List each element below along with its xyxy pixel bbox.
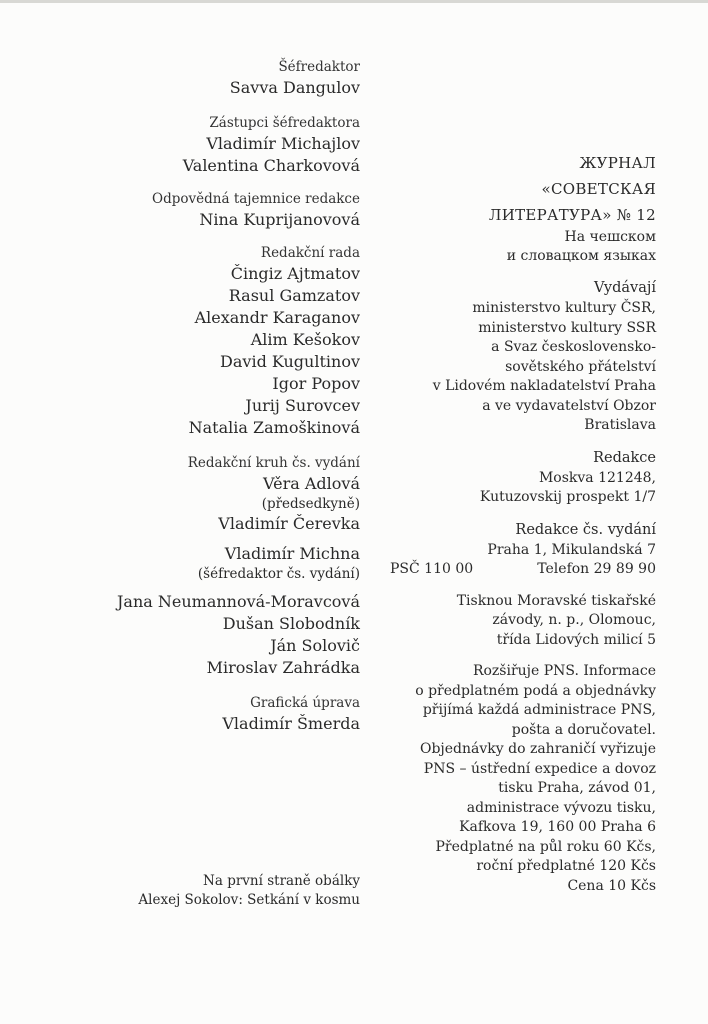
distribution-line: pošta a doručovatel. [511, 721, 656, 738]
journal-title-line: ЛИТЕРАТУРА» № 12 [488, 206, 656, 224]
language-line: и словацком языках [506, 248, 656, 264]
board-member: Natalia Zamoškinová [188, 418, 360, 437]
deputies-role: Zástupci šéfredaktora [209, 115, 360, 131]
publisher-line: a Svaz československo- [491, 339, 656, 355]
price-line: Cena 10 Kčs [567, 877, 656, 894]
czech-editorial-heading: Redakce čs. vydání [515, 521, 656, 538]
czech-circle-member: Ján Solovič [270, 636, 360, 655]
board-member: David Kugultinov [220, 352, 360, 371]
postal-code: PSČ 110 00 [390, 561, 474, 577]
masthead-column [110, 57, 360, 735]
graphics-role: Grafická úprava [250, 695, 360, 711]
page-edge [0, 0, 708, 3]
journal-title-line: ЖУРНАЛ [579, 154, 656, 172]
secretary-name: Nina Kuprijanovová [199, 210, 360, 229]
publisher-line: sovětského přátelství [505, 358, 656, 375]
editorial-heading: Redakce [593, 449, 656, 466]
publisher-line: ministerstvo kultury ČSR, [472, 300, 656, 316]
czech-circle-member: Věra Adlová [263, 474, 360, 493]
distribution-line: administrace vývozu tisku, [466, 799, 656, 816]
editor-in-chief-role: Šéfredaktor [278, 59, 360, 75]
czech-circle-member: Miroslav Zahrádka [206, 658, 360, 677]
board-member: Rasul Gamzatov [228, 286, 360, 305]
publisher-line: ministerstvo kultury SSR [478, 319, 656, 336]
editorial-line: Kutuzovskij prospekt 1/7 [479, 489, 656, 505]
board-member: Igor Popov [272, 374, 360, 393]
imprint-column [390, 150, 656, 896]
distribution-line: Objednávky do zahraničí vyřizuje [419, 741, 656, 757]
deputy-name: Vladimír Michajlov [206, 134, 360, 153]
publisher-line: Bratislava [584, 417, 656, 433]
printer-line: Tisknou Moravské tiskařské [456, 592, 656, 609]
publisher-line: a ve vydavatelství Obzor [482, 397, 656, 414]
secretary-role: Odpovědná tajemnice redakce [152, 191, 360, 207]
cover-note-line: Alexej Sokolov: Setkání v kosmu [138, 892, 360, 908]
cover-note [100, 872, 360, 910]
board-member: Čingiz Ajtmatov [230, 264, 360, 283]
publisher-heading: Vydávají [594, 280, 656, 296]
language-line: На чешском [564, 229, 656, 245]
distribution-line: tisku Praha, závod 01, [498, 780, 656, 796]
graphics-name: Vladimír Šmerda [222, 714, 360, 733]
czech-editorial-address: Praha 1, Mikulandská 7 [487, 541, 656, 558]
printer-line: závody, n. p., Olomouc, [492, 612, 656, 628]
editor-in-chief-name: Savva Dangulov [229, 78, 360, 97]
psc-phone-row [390, 560, 656, 580]
distribution-line: PNS – ústřední expedice a dovoz [423, 760, 656, 777]
board-role: Redakční rada [260, 245, 360, 261]
distribution-line: Předplatné na půl roku 60 Kčs, [435, 838, 656, 855]
deputy-name: Valentina Charkovová [182, 156, 360, 175]
board-member: Alim Kešokov [250, 330, 360, 349]
distribution-line: Kafkova 19, 160 00 Praha 6 [459, 819, 656, 835]
printer-line: třída Lidových milicí 5 [496, 631, 656, 648]
distribution-line: o předplatném podá a objednávky [415, 682, 656, 699]
journal-title-line: «СОВЕТСКАЯ [541, 180, 656, 198]
czech-circle-member: Jana Neumannová-Moravcová [116, 592, 360, 611]
distribution-line: Rozšiřuje PNS. Informace [472, 663, 656, 679]
board-member: Alexandr Karaganov [194, 308, 360, 327]
editorial-line: Moskva 121248, [538, 469, 656, 486]
distribution-line: roční předplatné 120 Kčs [476, 858, 656, 874]
cover-note-line: Na první straně obálky [203, 873, 360, 889]
czech-circle-note: (předsedkyně) [261, 496, 360, 512]
phone-number: Telefon 29 89 90 [537, 561, 656, 577]
czech-circle-note: (šéfredaktor čs. vydání) [197, 566, 360, 582]
czech-circle-member: Dušan Slobodník [222, 614, 360, 633]
publisher-line: v Lidovém nakladatelství Praha [432, 378, 656, 394]
board-member: Jurij Surovcev [245, 396, 360, 415]
czech-circle-member: Vladimír Michna [224, 544, 360, 563]
czech-circle-role: Redakční kruh čs. vydání [187, 455, 360, 471]
distribution-line: přijímá každá administrace PNS, [422, 702, 656, 718]
czech-circle-member: Vladimír Čerevka [218, 514, 360, 533]
